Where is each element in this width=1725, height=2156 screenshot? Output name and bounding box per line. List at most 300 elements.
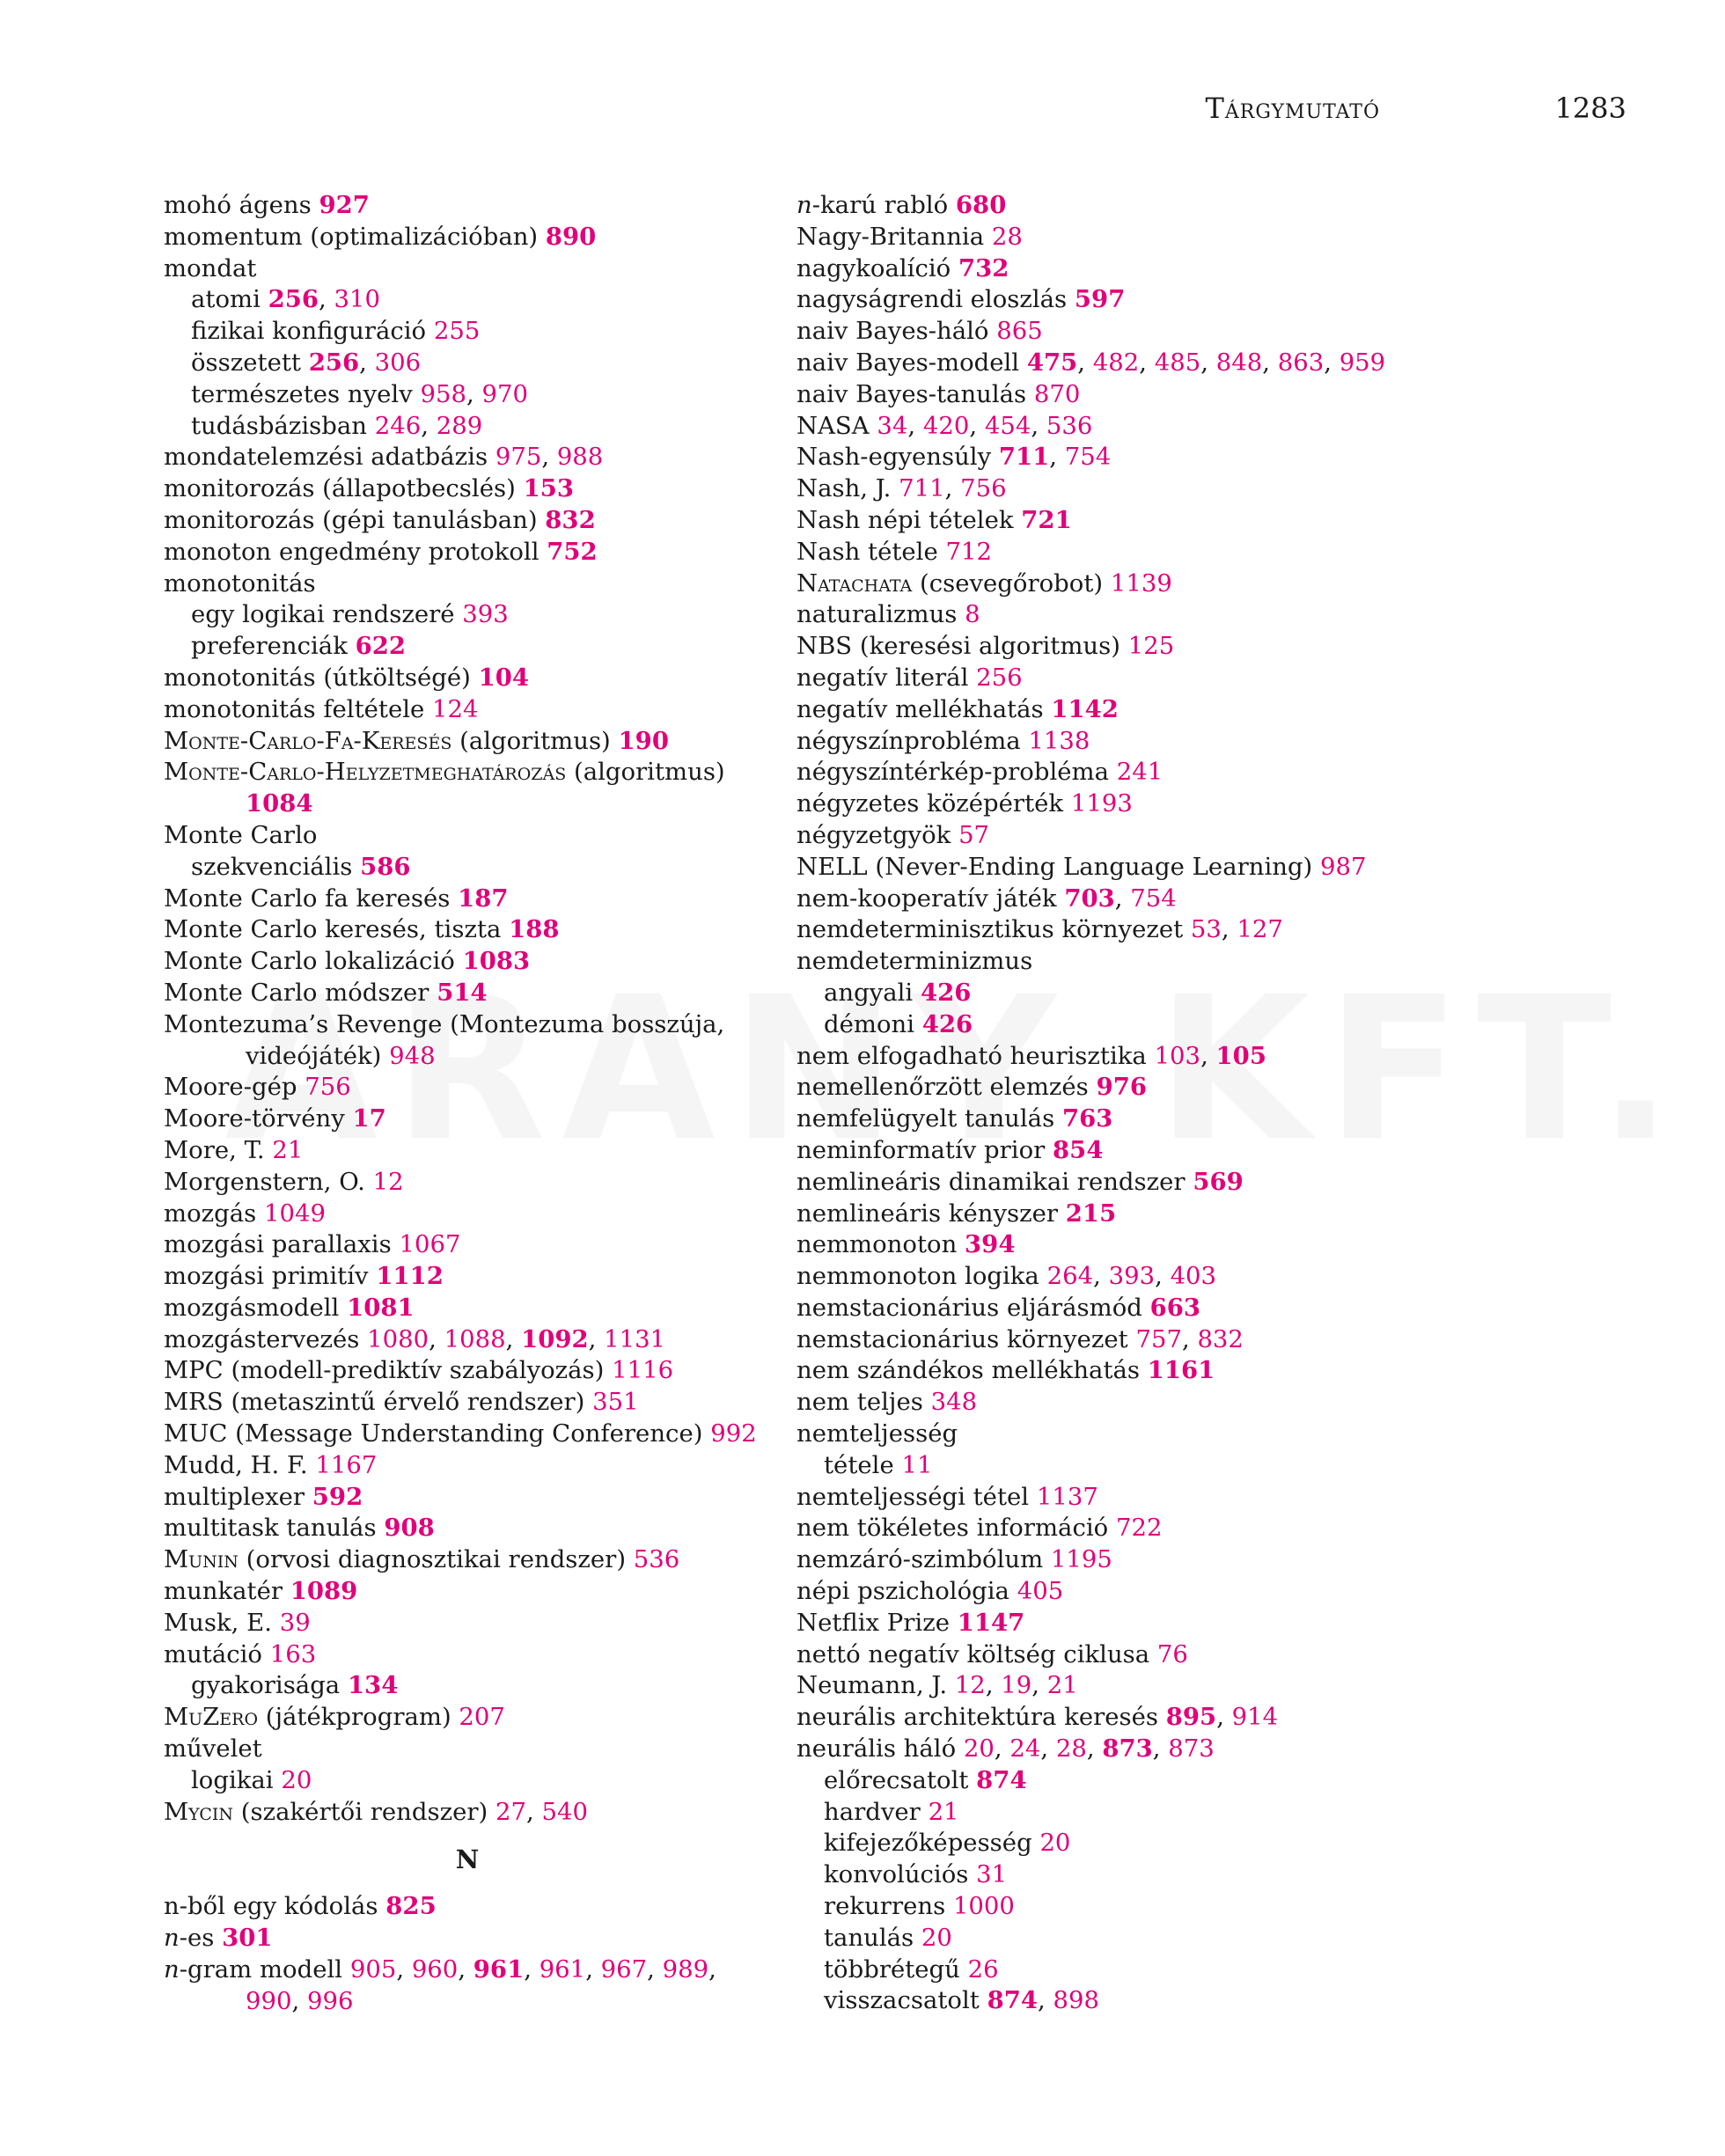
entry-term: Montezuma’s Revenge (Montezuma bosszúja, videójáték) <box>164 1009 725 1070</box>
page-reference-link[interactable]: 1083 <box>462 947 531 976</box>
page-reference-link[interactable]: 996 <box>306 1986 354 2015</box>
page-reference-link[interactable]: 540 <box>541 1797 588 1826</box>
page-reference-link[interactable]: 187 <box>458 884 509 913</box>
page-reference-link[interactable]: 1112 <box>376 1262 444 1291</box>
index-entry <box>796 568 1465 600</box>
page-reference-link[interactable]: 754 <box>1064 443 1112 472</box>
page-reference-link[interactable]: 514 <box>437 978 488 1007</box>
entry-term: nemmonoton logika <box>796 1262 1039 1291</box>
page-reference-link[interactable]: 24 <box>1009 1734 1041 1764</box>
index-entry <box>796 663 1465 694</box>
page-reference-link[interactable]: 914 <box>1231 1703 1279 1732</box>
index-entry <box>164 473 771 505</box>
entry-term: mondatelemzési adatbázis <box>164 443 488 472</box>
page-reference-link[interactable]: 1084 <box>246 789 313 818</box>
index-subentry <box>796 1923 1465 1954</box>
entry-term: nemstacionárius eljárásmód <box>796 1293 1142 1322</box>
entry-term: Netflix Prize <box>796 1608 950 1637</box>
page-reference-link[interactable]: 1131 <box>604 1324 666 1353</box>
entry-term: n <box>164 1924 180 1953</box>
page-reference-link[interactable]: 757 <box>1135 1324 1182 1353</box>
page-reference-link[interactable]: 1139 <box>1110 568 1172 598</box>
entry-term: négyszínprobléma <box>796 726 1021 755</box>
page-reference-link[interactable]: 895 <box>1165 1703 1217 1732</box>
entry-term: nem-kooperatív játék <box>796 884 1057 913</box>
entry-term: gyakorisága <box>191 1671 341 1700</box>
entry-term: nem szándékos mellékhatás <box>796 1356 1141 1385</box>
page-reference-link[interactable]: 207 <box>459 1703 505 1732</box>
index-entry <box>796 599 1465 631</box>
entry-term: mohó ágens <box>164 191 312 219</box>
page-reference-link[interactable]: 1000 <box>952 1892 1015 1921</box>
page-reference-link[interactable]: 454 <box>984 411 1031 440</box>
page-reference-link[interactable]: 215 <box>1065 1199 1117 1228</box>
entry-term: neminformatív prior <box>796 1135 1046 1164</box>
page-reference-link[interactable]: 53 <box>1190 915 1222 944</box>
index-entry: mozgástervezés 1080, 1088, 1092, 1131 <box>164 1324 666 1353</box>
index-entry: nemdeterminisztikus környezet 53, 127 <box>796 915 1283 944</box>
page-reference-link[interactable]: 970 <box>481 379 528 408</box>
index-entry <box>796 946 1465 978</box>
index-entry <box>164 1104 771 1135</box>
page-reference-link[interactable]: 1067 <box>399 1230 461 1259</box>
page-reference-link[interactable]: 988 <box>556 443 604 472</box>
entry-term: művelet <box>164 1734 262 1764</box>
entry-term: rekurrens <box>824 1892 946 1921</box>
page-reference-link[interactable]: 241 <box>1116 758 1163 787</box>
index-entry: mondatelemzési adatbázis 975, 988 <box>164 443 604 472</box>
page-reference-link[interactable]: 405 <box>1017 1577 1064 1606</box>
section-letter: N <box>455 1844 480 1875</box>
page-reference-link[interactable]: 756 <box>305 1073 351 1102</box>
entry-term: Monte Carlo fa keresés <box>164 884 451 913</box>
page-reference-link[interactable]: 703 <box>1064 884 1115 913</box>
page-reference-link[interactable]: 485 <box>1154 348 1201 377</box>
page-reference-link[interactable]: 39 <box>279 1608 311 1637</box>
page-reference-link[interactable]: 190 <box>618 726 669 755</box>
page-reference-link[interactable]: 306 <box>374 348 422 377</box>
index-entry: neurális architektúra keresés 895, 914 <box>796 1703 1279 1732</box>
page-reference-link[interactable]: 586 <box>360 852 411 881</box>
page-reference-link[interactable]: 1049 <box>263 1199 326 1228</box>
index-entry: nem elfogadható heurisztika 103, 105 <box>796 1041 1266 1070</box>
entry-term: monitorozás (állapotbecslés) <box>164 474 516 503</box>
page-reference-link[interactable]: 848 <box>1215 348 1263 377</box>
index-entry <box>796 537 1465 568</box>
entry-term: fizikai konfiguráció <box>191 317 427 346</box>
page-reference-link[interactable]: 752 <box>547 537 598 566</box>
page-reference-link[interactable]: 1193 <box>1070 789 1133 818</box>
entry-term: démoni <box>824 1009 915 1038</box>
page-reference-link[interactable]: 898 <box>1053 1986 1099 2015</box>
index-entry <box>164 1482 771 1514</box>
running-title: Tárgymutató <box>1205 92 1380 125</box>
page-reference-link[interactable]: 351 <box>592 1388 639 1417</box>
page-reference-link[interactable]: 426 <box>920 978 972 1007</box>
index-entry <box>164 1072 771 1104</box>
page-reference-link[interactable]: 20 <box>281 1765 312 1794</box>
page-reference-link[interactable]: 961 <box>473 1955 525 1984</box>
entry-term: Monte Carlo keresés, tiszta <box>164 915 502 944</box>
index-entry <box>796 852 1465 884</box>
index-subentry <box>164 316 771 348</box>
page-reference-link[interactable]: 310 <box>334 285 381 314</box>
index-entry <box>796 1639 1465 1671</box>
entry-term: angyali <box>824 978 914 1007</box>
index-entry <box>164 1450 771 1482</box>
entry-term: nettó negatív költség ciklusa <box>796 1639 1150 1668</box>
entry-term: Nash népi tételek <box>796 505 1014 534</box>
page-reference-link[interactable]: 987 <box>1320 852 1367 881</box>
page-reference-link[interactable]: 711 <box>899 474 945 503</box>
page-reference-link[interactable]: 246 <box>374 411 422 440</box>
page-reference-link[interactable]: 873 <box>1102 1734 1153 1764</box>
entry-term: negatív mellékhatás <box>796 694 1044 723</box>
page-reference-link[interactable]: 27 <box>495 1797 526 1826</box>
page-reference-link[interactable]: 256 <box>268 285 319 314</box>
entry-term: nemteljességi tétel <box>796 1482 1030 1511</box>
entry-term-suffix: -gram modell <box>179 1955 343 1984</box>
page-reference-link[interactable]: 1167 <box>315 1450 378 1479</box>
page-reference-link[interactable]: 394 <box>965 1230 1016 1259</box>
entry-term: momentum (optimalizációban) <box>164 222 539 251</box>
page-reference-link[interactable]: 992 <box>710 1419 757 1448</box>
entry-term: Musk, E. <box>164 1608 272 1637</box>
index-entry <box>164 1229 771 1261</box>
entry-term: MRS (metaszintű érvelő rendszer) <box>164 1388 585 1417</box>
index-subentry <box>164 599 771 631</box>
page-reference-link[interactable]: 948 <box>389 1041 436 1070</box>
entry-term: Nash, J. <box>796 474 892 503</box>
index-subentry: összetett 256, 306 <box>191 348 422 377</box>
entry-term: egy logikai rendszeré <box>191 600 455 629</box>
page-reference-link[interactable]: 1161 <box>1147 1356 1215 1385</box>
entry-term: neurális háló <box>796 1734 957 1764</box>
entry-term: tétele <box>824 1450 894 1479</box>
page-reference-link[interactable]: 569 <box>1193 1167 1244 1196</box>
page-reference-link[interactable]: 1089 <box>290 1577 358 1606</box>
entry-term: naiv Bayes-háló <box>796 317 989 346</box>
page-reference-link[interactable]: 348 <box>930 1388 978 1417</box>
page-reference-link[interactable]: 1080 <box>367 1324 429 1353</box>
entry-term: n-ből egy kódolás <box>164 1892 378 1921</box>
index-subentry <box>796 1765 1465 1797</box>
page-reference-link[interactable]: 975 <box>495 443 542 472</box>
page-reference-link[interactable]: 188 <box>509 915 560 944</box>
page-reference-link[interactable]: 1195 <box>1050 1545 1112 1574</box>
entry-term-suffix: (algoritmus) <box>451 726 611 755</box>
index-entry: n-gram modell 905, 960, 961, 961, 967, 989, 990, 996 <box>164 1955 716 2015</box>
page-reference-link[interactable]: 1142 <box>1051 694 1119 723</box>
page-reference-link[interactable]: 854 <box>1053 1135 1104 1164</box>
index-entry <box>164 253 771 285</box>
entry-term: monotonitás <box>164 568 316 598</box>
page-reference-link[interactable]: 732 <box>958 253 1009 282</box>
index-entry <box>796 1167 1465 1199</box>
page-reference-link[interactable]: 874 <box>987 1986 1038 2015</box>
page-reference-link[interactable]: 967 <box>600 1955 648 1984</box>
index-entry <box>164 1419 771 1450</box>
entry-term: Nagy-Britannia <box>796 222 985 251</box>
index-subentry <box>164 631 771 663</box>
page-reference-link[interactable]: 890 <box>545 222 597 251</box>
page-reference-link[interactable]: 256 <box>308 348 360 377</box>
page-reference-link[interactable]: 990 <box>246 1986 292 2015</box>
page-reference-link[interactable]: 712 <box>945 537 992 566</box>
entry-term: nagyságrendi eloszlás <box>796 285 1068 314</box>
page-reference-link[interactable]: 393 <box>462 600 509 629</box>
page-reference-link[interactable]: 680 <box>955 191 1007 219</box>
page-reference-link[interactable]: 873 <box>1168 1734 1215 1764</box>
index-subentry <box>796 1891 1465 1923</box>
index-subentry <box>164 1670 771 1702</box>
entry-term: Mycin <box>164 1797 234 1826</box>
page-reference-link[interactable]: 28 <box>1055 1734 1087 1764</box>
page-reference-link[interactable]: 426 <box>921 1009 973 1038</box>
page-reference-link[interactable]: 958 <box>420 379 466 408</box>
index-subentry: visszacsatolt 874, 898 <box>824 1986 1099 2015</box>
page-reference-link[interactable]: 865 <box>996 317 1043 346</box>
index-entry <box>796 1355 1465 1387</box>
entry-term: nemzáró-szimbólum <box>796 1545 1044 1574</box>
page-reference-link[interactable]: 393 <box>1108 1262 1156 1291</box>
page-reference-link[interactable]: 908 <box>384 1514 435 1543</box>
entry-term: naiv Bayes-tanulás <box>796 379 1027 408</box>
index-entry <box>796 1229 1465 1261</box>
page-reference-link[interactable]: 961 <box>539 1955 586 1984</box>
page-reference-link[interactable]: 756 <box>960 474 1007 503</box>
page-reference-link[interactable]: 475 <box>1026 348 1078 377</box>
entry-term: negatív literál <box>796 663 969 692</box>
entry-term: MPC (modell-prediktív szabályozás) <box>164 1356 605 1385</box>
entry-term: NASA <box>796 411 870 440</box>
index-entry <box>796 1293 1465 1324</box>
page-reference-link[interactable]: 536 <box>633 1545 680 1574</box>
entry-term: Natachata <box>796 568 913 598</box>
page-reference-link[interactable]: 1138 <box>1028 726 1090 755</box>
page-reference-link[interactable]: 663 <box>1149 1293 1201 1322</box>
page-reference-link[interactable]: 721 <box>1021 505 1072 534</box>
page-reference-link[interactable]: 289 <box>436 411 483 440</box>
page-reference-link[interactable]: 12 <box>954 1671 986 1700</box>
index-entry: nem-kooperatív játék 703, 754 <box>796 884 1177 913</box>
entry-term: Monte-Carlo-Fa-Keresés <box>164 726 452 755</box>
index-entry <box>164 1167 771 1199</box>
page-reference-link[interactable]: 622 <box>355 632 407 661</box>
page-reference-link[interactable]: 17 <box>352 1104 386 1133</box>
index-entry <box>164 1513 771 1544</box>
page-reference-link[interactable]: 256 <box>976 663 1023 692</box>
page-reference-link[interactable]: 105 <box>1215 1041 1266 1070</box>
entry-term: nem tökéletes információ <box>796 1514 1109 1543</box>
index-entry: Mycin (szakértői rendszer) 27, 540 <box>164 1797 588 1826</box>
entry-term: NBS (keresési algoritmus) <box>796 632 1120 661</box>
index-entry <box>164 1355 771 1387</box>
page-reference-link[interactable]: 31 <box>976 1860 1008 1889</box>
page-reference-link[interactable]: 125 <box>1127 632 1175 661</box>
index-entry <box>164 568 771 600</box>
page-reference-link[interactable]: 989 <box>662 1955 709 1984</box>
page-reference-link[interactable]: 20 <box>1039 1829 1071 1858</box>
index-entry: naiv Bayes-modell 475, 482, 485, 848, 863, 959 <box>796 348 1386 377</box>
page-reference-link[interactable]: 20 <box>963 1734 995 1764</box>
page-reference-link[interactable]: 104 <box>478 663 530 692</box>
page-reference-link[interactable]: 597 <box>1074 285 1126 314</box>
page-reference-link[interactable]: 20 <box>921 1923 952 1952</box>
page-reference-link[interactable]: 1116 <box>612 1356 674 1385</box>
page-reference-link[interactable]: 124 <box>432 694 479 723</box>
entry-term: nem elfogadható heurisztika <box>796 1041 1147 1070</box>
index-entry <box>796 694 1465 726</box>
page-reference-link[interactable]: 874 <box>976 1765 1027 1794</box>
entry-term: tudásbázisban <box>191 411 367 440</box>
page-reference-link[interactable]: 153 <box>523 474 574 503</box>
index-entry <box>164 663 771 694</box>
index-entry <box>164 726 771 758</box>
index-entry <box>164 505 771 537</box>
page-reference-link[interactable]: 255 <box>433 317 481 346</box>
page-reference-link[interactable]: 1137 <box>1036 1482 1098 1511</box>
entry-term: Nash tétele <box>796 537 938 566</box>
page-reference-link[interactable]: 420 <box>922 411 970 440</box>
page-reference-link[interactable]: 1081 <box>347 1293 415 1322</box>
entry-term: logikai <box>191 1765 274 1794</box>
index-entry <box>796 1419 1465 1450</box>
page-reference-link[interactable]: 763 <box>1061 1104 1113 1133</box>
entry-term: Morgenstern, O. <box>164 1167 365 1196</box>
page-reference-link[interactable]: 905 <box>349 1955 397 1984</box>
index-entry <box>796 788 1465 820</box>
index-entry <box>164 1891 771 1923</box>
page-reference-link[interactable]: 34 <box>877 411 908 440</box>
entry-term: Munin <box>164 1545 239 1574</box>
page-reference-link[interactable]: 711 <box>998 443 1050 472</box>
index-entry <box>796 1608 1465 1639</box>
index-entry <box>796 1544 1465 1576</box>
page-reference-link[interactable]: 301 <box>222 1924 273 1953</box>
page-reference-link[interactable]: 163 <box>269 1639 317 1668</box>
entry-term: előrecsatolt <box>824 1765 969 1794</box>
entry-term: atomi <box>191 285 261 314</box>
index-entry <box>164 1261 771 1293</box>
entry-term: nemdeterminizmus <box>796 947 1033 976</box>
page-reference-link[interactable]: 592 <box>312 1482 363 1511</box>
index-entry <box>164 978 771 1009</box>
entry-term: Moore-gép <box>164 1073 297 1102</box>
page-reference-link[interactable]: 1092 <box>521 1324 589 1353</box>
index-entry <box>796 222 1465 253</box>
page-reference-link[interactable]: 403 <box>1170 1262 1217 1291</box>
entry-term: mutáció <box>164 1639 262 1668</box>
entry-term: Monte Carlo módszer <box>164 978 429 1007</box>
entry-term: MUC (Message Understanding Conference) <box>164 1419 703 1448</box>
index-entry <box>164 1608 771 1639</box>
entry-term: naturalizmus <box>796 600 958 629</box>
page-reference-link[interactable]: 103 <box>1154 1041 1201 1070</box>
page-number: 1283 <box>1554 92 1626 125</box>
entry-term: nemlineáris kényszer <box>796 1199 1059 1228</box>
page-reference-link[interactable]: 825 <box>385 1892 437 1921</box>
index-entry <box>164 1293 771 1324</box>
entry-term: monitorozás (gépi tanulásban) <box>164 505 538 534</box>
index-entry <box>796 1576 1465 1608</box>
page-reference-link[interactable]: 57 <box>958 820 990 849</box>
index-entry: NASA 34, 420, 454, 536 <box>796 411 1093 440</box>
page-reference-link[interactable]: 26 <box>967 1954 999 1984</box>
page-reference-link[interactable]: 536 <box>1046 411 1093 440</box>
entry-term-suffix: (algoritmus) <box>566 758 725 787</box>
index-subentry: atomi 256, 310 <box>191 285 381 314</box>
index-entry <box>796 1072 1465 1104</box>
index-entry <box>164 1544 771 1576</box>
page-reference-link[interactable]: 1088 <box>444 1324 506 1353</box>
page-reference-link[interactable]: 21 <box>928 1797 959 1826</box>
index-subentry <box>796 1009 1465 1041</box>
index-entry <box>164 820 771 852</box>
page-reference-link[interactable]: 21 <box>1046 1671 1078 1700</box>
page-reference-link[interactable]: 1147 <box>957 1608 1025 1637</box>
page-reference-link[interactable]: 976 <box>1096 1073 1147 1102</box>
entry-term: n <box>164 1955 180 1984</box>
page-reference-link[interactable]: 960 <box>411 1955 459 1984</box>
page-reference-link[interactable]: 832 <box>1197 1324 1244 1353</box>
entry-term: szekvenciális <box>191 852 353 881</box>
entry-term: neurális architektúra keresés <box>796 1703 1159 1732</box>
page-reference-link[interactable]: 21 <box>272 1135 304 1164</box>
entry-term: multitask tanulás <box>164 1514 377 1543</box>
entry-term: mozgási primitív <box>164 1262 369 1291</box>
page-reference-link[interactable]: 76 <box>1156 1639 1188 1668</box>
page-reference-link[interactable]: 959 <box>1339 348 1386 377</box>
entry-term: összetett <box>191 348 301 377</box>
page-reference-link[interactable]: 264 <box>1046 1262 1094 1291</box>
page-reference-link[interactable]: 832 <box>545 505 596 534</box>
page-reference-link[interactable]: 28 <box>991 222 1023 251</box>
entry-term: négyzetgyök <box>796 820 951 849</box>
entry-term: természetes nyelv <box>191 379 413 408</box>
page-reference-link[interactable]: 134 <box>347 1671 399 1700</box>
index-entry: nemmonoton logika 264, 393, 403 <box>796 1262 1217 1291</box>
index-entry <box>796 190 1465 222</box>
page-reference-link[interactable]: 127 <box>1237 915 1283 944</box>
page-reference-link[interactable]: 927 <box>319 191 370 219</box>
page-reference-link[interactable]: 12 <box>372 1167 404 1196</box>
index-entry <box>164 537 771 568</box>
page-reference-link[interactable]: 19 <box>1001 1671 1032 1700</box>
index-entry <box>796 757 1465 788</box>
entry-term: MuZero <box>164 1703 259 1732</box>
page-reference-link[interactable]: 8 <box>965 600 980 629</box>
page-reference-link[interactable]: 863 <box>1277 348 1325 377</box>
index-entry <box>164 1199 771 1230</box>
index-entry <box>796 726 1465 758</box>
entry-term: NELL (Never-Ending Language Learning) <box>796 852 1313 881</box>
entry-term: hardver <box>824 1797 921 1826</box>
entry-term: Monte-Carlo-Helyzetmeghatározás <box>164 758 567 787</box>
page-reference-link[interactable]: 870 <box>1033 379 1081 408</box>
entry-term: Monte Carlo lokalizáció <box>164 947 455 976</box>
index-entry: nemstacionárius környezet 757, 832 <box>796 1324 1244 1353</box>
entry-term: Mudd, H. F. <box>164 1450 308 1479</box>
entry-term-suffix: (orvosi diagnosztikai rendszer) <box>238 1545 627 1574</box>
page-reference-link[interactable]: 722 <box>1115 1514 1163 1543</box>
page-reference-link[interactable]: 754 <box>1130 884 1177 913</box>
entry-term: tanulás <box>824 1923 914 1952</box>
entry-term: Moore-törvény <box>164 1104 345 1133</box>
page-reference-link[interactable]: 11 <box>901 1450 933 1479</box>
entry-term: mozgási parallaxis <box>164 1230 392 1259</box>
page-reference-link[interactable]: 482 <box>1092 348 1140 377</box>
